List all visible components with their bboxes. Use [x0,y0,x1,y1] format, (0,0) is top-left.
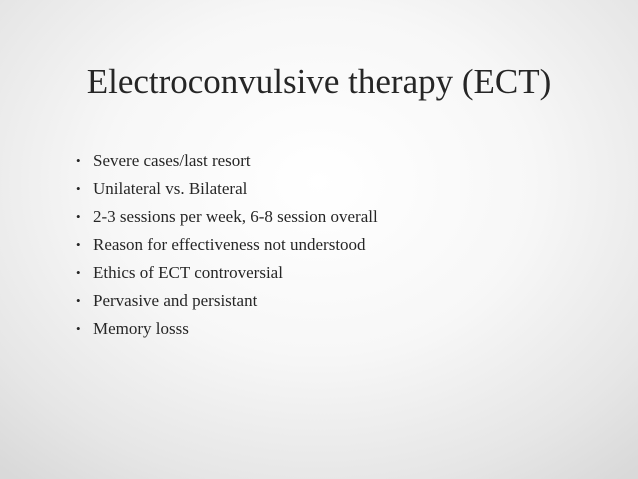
bullet-item [76,287,378,315]
bullet-icon: • [76,293,81,308]
bullet-icon: • [76,153,81,168]
bullet-icon: • [76,321,81,336]
bullet-item [76,203,378,231]
bullet-icon: • [76,237,81,252]
bullet-item [76,315,378,343]
bullet-list [76,147,378,343]
bullet-item [76,259,378,287]
bullet-text: Reason for effectiveness not understood [93,235,366,254]
bullet-icon: • [76,209,81,224]
bullet-text: 2-3 sessions per week, 6-8 session overall [93,207,378,226]
bullet-text: Severe cases/last resort [93,151,251,170]
bullet-item [76,147,378,175]
bullet-icon: • [76,265,81,280]
slide-title: Electroconvulsive therapy (ECT) [86,62,552,101]
bullet-text: Ethics of ECT controversial [93,263,283,282]
bullet-text: Pervasive and persistant [93,291,258,310]
bullet-icon: • [76,181,81,196]
bullet-item [76,175,378,203]
bullet-item [76,231,378,259]
bullet-text: Unilateral vs. Bilateral [93,179,248,198]
bullet-text: Memory losss [93,319,189,338]
